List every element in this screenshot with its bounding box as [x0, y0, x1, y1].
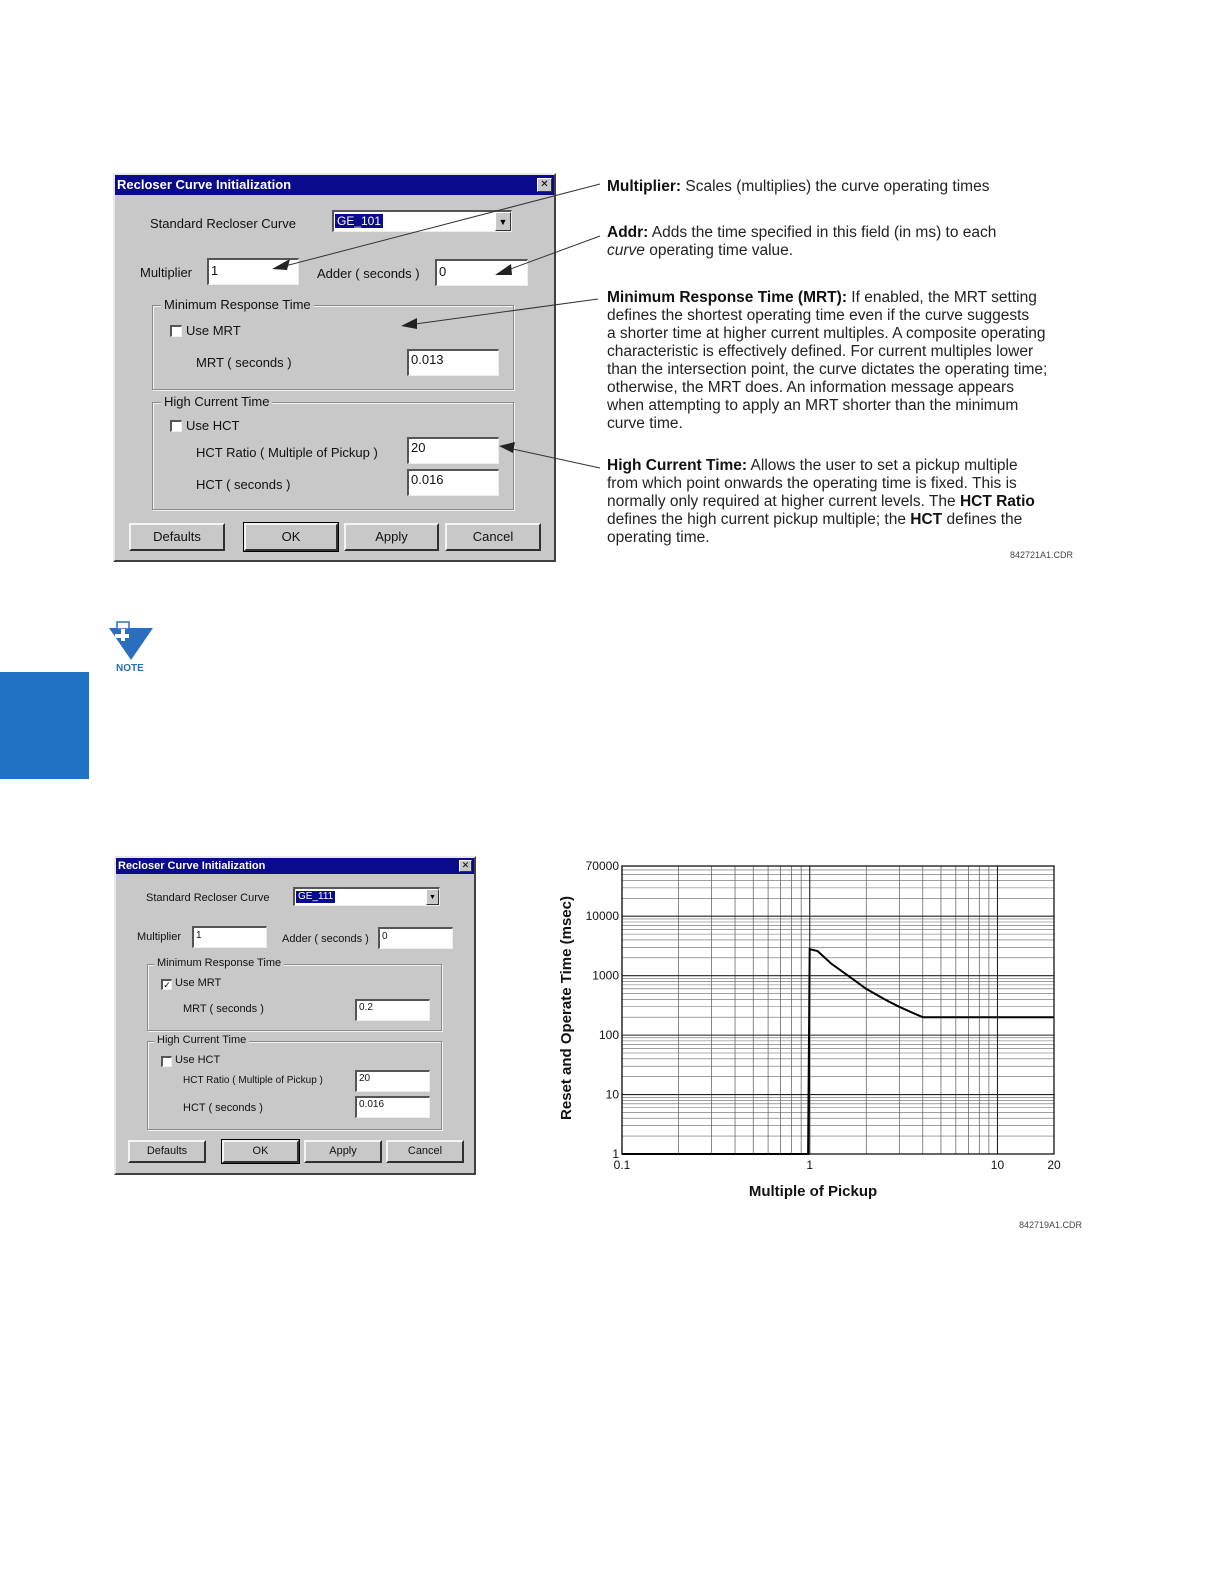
addr-annotation-title: Addr:	[607, 224, 649, 241]
multiplier-annotation-title: Multiplier:	[607, 178, 682, 195]
y-tick-label: 100	[598, 1028, 619, 1043]
x-tick-label: 0.1	[613, 1158, 631, 1172]
standard-curve-value: GE_111	[298, 891, 334, 902]
mrt-annotation-line-1: If enabled, the MRT setting	[846, 289, 1037, 306]
figure2-id: 842719A1.CDR	[1019, 1220, 1083, 1230]
adder-input[interactable]: 0	[435, 259, 528, 286]
y-axis-label: Reset and Operate Time (msec)	[558, 896, 575, 1120]
multiplier-annotation	[607, 178, 1207, 196]
close-icon: ✕	[540, 179, 549, 190]
mrt-annotation-line-7: when attempting to apply an MRT shorter than the minimum	[607, 397, 1019, 414]
x-tick-label: 10	[990, 1158, 1005, 1172]
mrt-annotation-line-8: curve time.	[607, 415, 683, 432]
cancel-button[interactable]: Cancel	[445, 523, 541, 551]
mrt-label: MRT ( seconds )	[196, 355, 292, 370]
addr-annotation-text-1: Adds the time specified in this field (in ms) to each	[648, 224, 997, 241]
check-icon: ✓	[163, 980, 171, 990]
mrt-annotation-line-5: than the intersection point, the curve dictates the operating time;	[607, 361, 1048, 378]
hct-annotation-line-5: operating time.	[607, 529, 710, 546]
addr-annotation-italic: curve	[607, 242, 645, 259]
hct-callout-line	[508, 448, 600, 468]
hct-group-label: High Current Time	[161, 394, 272, 409]
dialog-title-bar	[116, 858, 474, 874]
x-axis-label: Multiple of Pickup	[748, 1183, 878, 1200]
hct-ratio-label: HCT Ratio ( Multiple of Pickup )	[183, 1075, 323, 1086]
mrt-annotation-line-4: characteristic is effectively defined. For current multiples lower	[607, 343, 1034, 360]
hct-group-label: High Current Time	[154, 1034, 249, 1046]
y-tick-label: 10	[605, 1087, 619, 1102]
chevron-down-icon[interactable]: ▼	[426, 889, 439, 905]
close-icon: ✕	[461, 861, 470, 871]
multiplier-arrow-icon	[272, 259, 290, 270]
note-label: NOTE	[116, 663, 144, 674]
hct-annotation-line-3: normally only required at higher current levels. The	[607, 493, 960, 510]
use-mrt-label: Use MRT	[186, 323, 241, 338]
mrt-annotation-title: Minimum Response Time (MRT):	[607, 289, 847, 306]
adder-input[interactable]: 0	[378, 927, 453, 949]
mrt-annotation-line-6: otherwise, the MRT does. An information message appears	[607, 379, 1014, 396]
mrt-annotation-line-3: a shorter time at higher current multiples. A composite operating	[607, 325, 1046, 342]
chevron-down-icon[interactable]: ▼	[495, 212, 511, 231]
chart-minor-grid	[622, 866, 1054, 1154]
hct-ratio-input[interactable]: 20	[407, 437, 499, 464]
x-tick-label: 1	[806, 1158, 814, 1172]
y-tick-label: 10000	[585, 909, 619, 924]
dialog-title: Recloser Curve Initialization	[118, 860, 266, 872]
x-tick-labels	[614, 1158, 1061, 1172]
multiplier-input[interactable]: 1	[207, 258, 299, 285]
y-tick-label: 1	[612, 1147, 619, 1161]
hct-annotation-line-4: defines the high current pickup multiple; the	[607, 511, 911, 528]
multiplier-label: Multiplier	[140, 265, 193, 280]
hct-label: HCT ( seconds )	[196, 477, 291, 492]
standard-curve-label: Standard Recloser Curve	[150, 216, 296, 231]
hct-arrow-icon	[499, 442, 515, 453]
close-button[interactable]	[459, 860, 472, 872]
addr-arrow-icon	[495, 264, 512, 275]
mrt-input[interactable]: 0.2	[355, 999, 430, 1021]
standard-curve-select[interactable]	[293, 887, 440, 906]
hct-ratio-label: HCT Ratio ( Multiple of Pickup )	[196, 445, 378, 460]
hct-annotation-line-4c: defines the	[942, 511, 1023, 528]
adder-label: Adder ( seconds )	[282, 933, 369, 945]
y-tick-labels	[586, 859, 620, 1161]
hct-annotation-line-2: from which point onwards the operating time is fixed. This is	[607, 475, 1017, 492]
x-tick-label: 20	[1047, 1158, 1061, 1172]
mrt-arrow-icon	[401, 318, 417, 329]
hct-ratio-input[interactable]: 20	[355, 1070, 430, 1092]
operate-time-chart	[540, 850, 1080, 1210]
multiplier-annotation-text: Scales (multiplies) the curve operating times	[681, 178, 990, 195]
hct-label: HCT ( seconds )	[183, 1102, 263, 1114]
figure1-id: 842721A1.CDR	[1010, 550, 1074, 560]
ok-button[interactable]: OK	[244, 523, 338, 551]
defaults-button[interactable]: Defaults	[128, 1140, 206, 1163]
hct-annotation	[607, 457, 1207, 547]
y-tick-label: 70000	[585, 859, 619, 873]
hct-annotation-hct: HCT	[910, 511, 943, 528]
use-hct-checkbox[interactable]	[161, 1056, 172, 1067]
ok-button[interactable]: OK	[222, 1140, 299, 1163]
addr-callout-line	[505, 236, 600, 271]
apply-button[interactable]: Apply	[304, 1140, 382, 1163]
addr-annotation-text-2: operating time value.	[644, 242, 794, 259]
use-hct-label: Use HCT	[175, 1054, 221, 1066]
hct-input[interactable]: 0.016	[407, 469, 499, 496]
recloser-dialog-2	[114, 856, 476, 1175]
defaults-button[interactable]: Defaults	[129, 523, 225, 551]
mrt-group-label: Minimum Response Time	[161, 297, 314, 312]
hct-input[interactable]: 0.016	[355, 1096, 430, 1118]
multiplier-label: Multiplier	[137, 931, 182, 943]
use-hct-label: Use HCT	[186, 418, 240, 433]
use-mrt-label: Use MRT	[175, 977, 222, 989]
mrt-annotation-line-2: defines the shortest operating time even if the curve suggests	[607, 307, 1030, 324]
dialog-title: Recloser Curve Initialization	[117, 177, 292, 192]
chapter-side-tab	[0, 672, 89, 779]
mrt-input[interactable]: 0.013	[407, 349, 499, 376]
standard-curve-value: GE_101	[337, 214, 382, 228]
mrt-callout-line	[408, 299, 598, 325]
mrt-label: MRT ( seconds )	[183, 1003, 264, 1015]
mrt-annotation	[607, 289, 1207, 433]
apply-button[interactable]: Apply	[344, 523, 439, 551]
note-icon	[107, 620, 155, 662]
standard-curve-label: Standard Recloser Curve	[146, 892, 270, 904]
multiplier-input[interactable]: 1	[192, 926, 267, 948]
hct-annotation-ratio: HCT Ratio	[959, 493, 1035, 510]
hct-annotation-line-1: Allows the user to set a pickup multiple	[747, 457, 1018, 474]
adder-label: Adder ( seconds )	[317, 266, 420, 281]
mrt-group-label: Minimum Response Time	[154, 957, 284, 969]
addr-annotation	[607, 224, 1207, 260]
y-tick-label: 1000	[592, 968, 619, 983]
cancel-button[interactable]: Cancel	[386, 1140, 464, 1163]
use-mrt-checkbox[interactable]	[161, 979, 172, 990]
hct-annotation-title: High Current Time:	[607, 457, 748, 474]
